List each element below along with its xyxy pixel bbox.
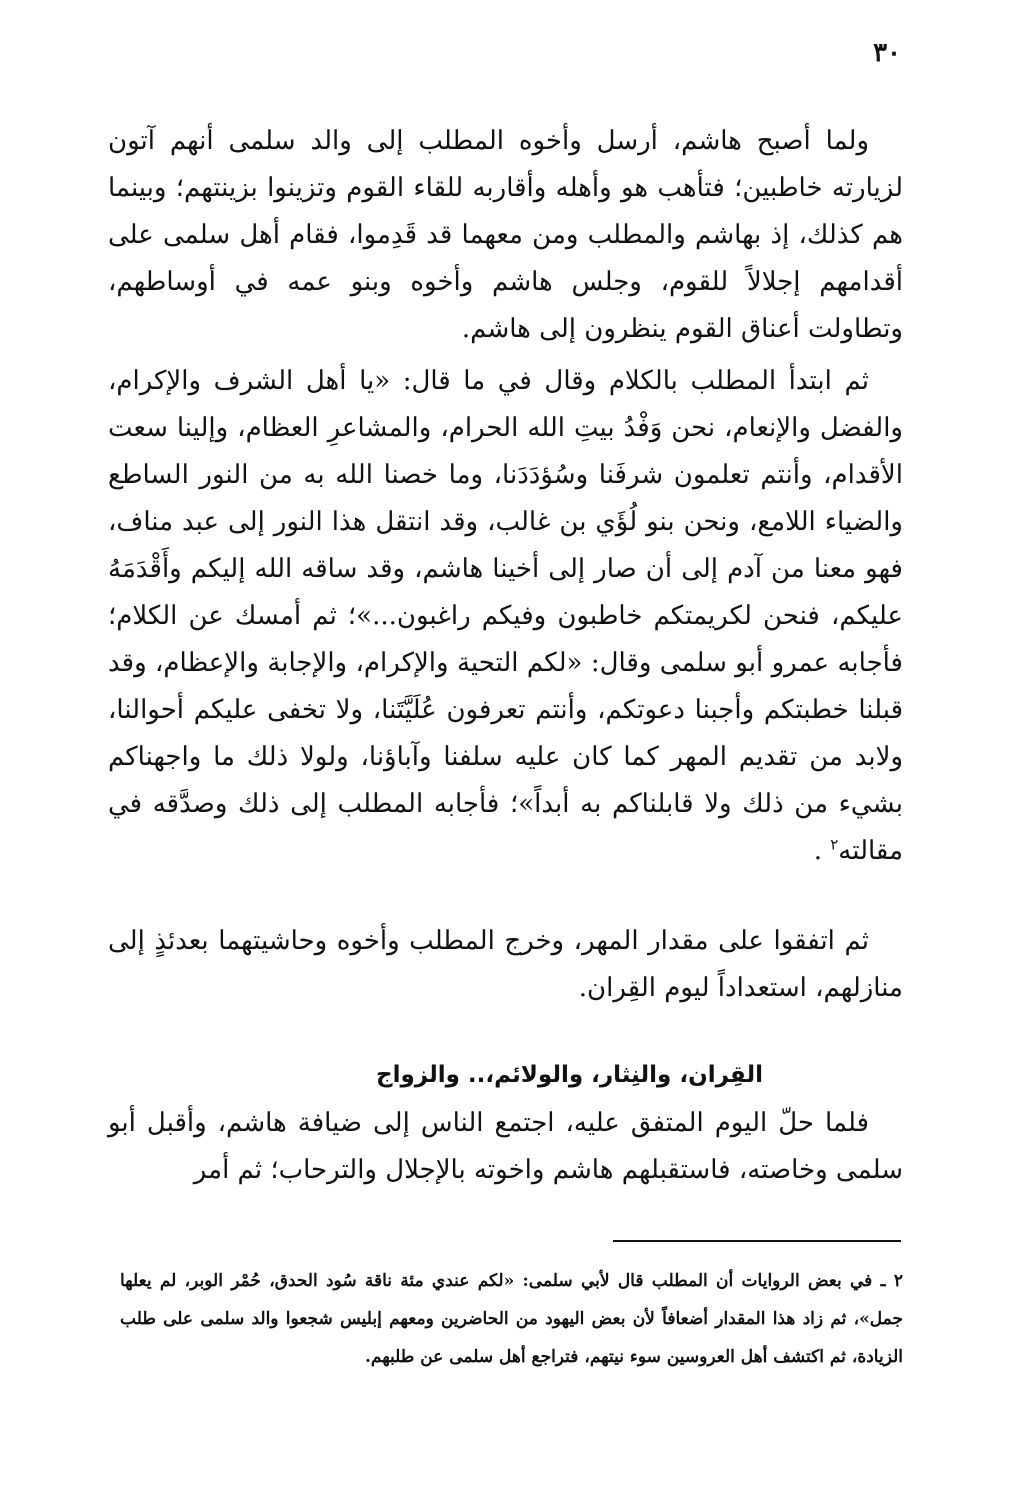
paragraph-2-end: . — [813, 836, 831, 866]
section-heading-block — [108, 1055, 903, 1095]
paragraph-2-body: ثم ابتدأ المطلب بالكلام وقال في ما قال: «يا أهل الشرف والإكرام، والفضل والإنعام، نحن وَفْدُ بيتِ الله الحرام، والمشاعرِ العظام، وإلينا سعت الأقدام، وأنتم تعلمون شرفَنا وسُؤدَدَنا، وما خصنا الله به من النور الساطع والضياء اللامع، ونحن بنو لُؤَي بن غالب، وقد انتقل هذا النور إلى عبد مناف، فهو معنا من آدم إلى أن صار إلى أخينا هاشم، وقد ساقه الله إليكم وأَقْدَمَهُ عليكم، فنحن لكريمتكم خاطبون وفيكم راغبون...»؛ ثم أمسك عن الكلام؛ فأجابه عمرو أبو سلمى وقال: «لكم التحية والإكرام، والإجابة والإعظام، وقد قبلنا خطبتكم وأجبنا دعوتكم، وأنتم تعرفون عُلَيَّتَنا، ولا تخفى عليكم أحوالنا، ولابد من تقديم المهر كما كان عليه سلفنا وآباؤنا، ولولا ذلك ما واجهناكم بشيء من ذلك ولا قابلناكم به أبداً»؛ فأجابه المطلب إلى ذلك وصدَّقه في مقالته — [108, 366, 903, 866]
page-number: ٣٠ — [873, 38, 901, 68]
paragraph-3-text: ثم اتفقوا على مقدار المهر، وخرج المطلب وأخوه وحاشيتهما بعدئذٍ إلى منازلهم، استعداداً ليوم القِران. — [108, 926, 903, 1003]
section-heading: القِران، والنِثار، والولائم،.. والزواج — [376, 1062, 763, 1088]
footnote-divider — [613, 1240, 901, 1242]
footnote-reference[interactable]: ٢ — [830, 835, 839, 854]
paragraph-1-text: ولما أصبح هاشم، أرسل وأخوه المطلب إلى والد سلمى أنهم آتون لزيارته خاطبين؛ فتأهب هو وأهله وأقاربه للقاء القوم وتزينوا بزينتهم؛ وبينما هم كذلك، إذ بهاشم والمطلب ومن معهما قد قَدِموا، فقام أهل سلمى على أقدامهم إجلالاً للقوم، وجلس هاشم وأخوه وبنو عمه في أوساطهم، وتطاولت أعناق القوم ينظرون إلى هاشم. — [108, 126, 903, 344]
paragraph-1 — [108, 118, 903, 353]
footnote-text: ٢ ـ في بعض الروايات أن المطلب قال لأبي سلمى: «لكم عندي مئة ناقة سُود الحدق، حُمْر الوبر، لم يعلها جمل»، ثم زاد هذا المقدار أضعافاً لأن بعض اليهود من الحاضرين ومعهم إبليس شجعوا والد سلمى على طلب الزيادة، ثم اكتشف أهل العروسين سوء نيتهم، فتراجع أهل سلمى عن طلبهم. — [120, 1271, 903, 1367]
paragraph-4 — [108, 1100, 903, 1194]
paragraph-4-text: فلما حلّ اليوم المتفق عليه، اجتمع الناس إلى ضيافة هاشم، وأقبل أبو سلمى وخاصته، فاستقبلهم هاشم واخوته بالإجلال والترحاب؛ ثم أمر — [108, 1108, 903, 1185]
paragraph-2 — [108, 358, 903, 875]
paragraph-2-text — [108, 358, 903, 875]
paragraph-3 — [108, 918, 903, 1012]
